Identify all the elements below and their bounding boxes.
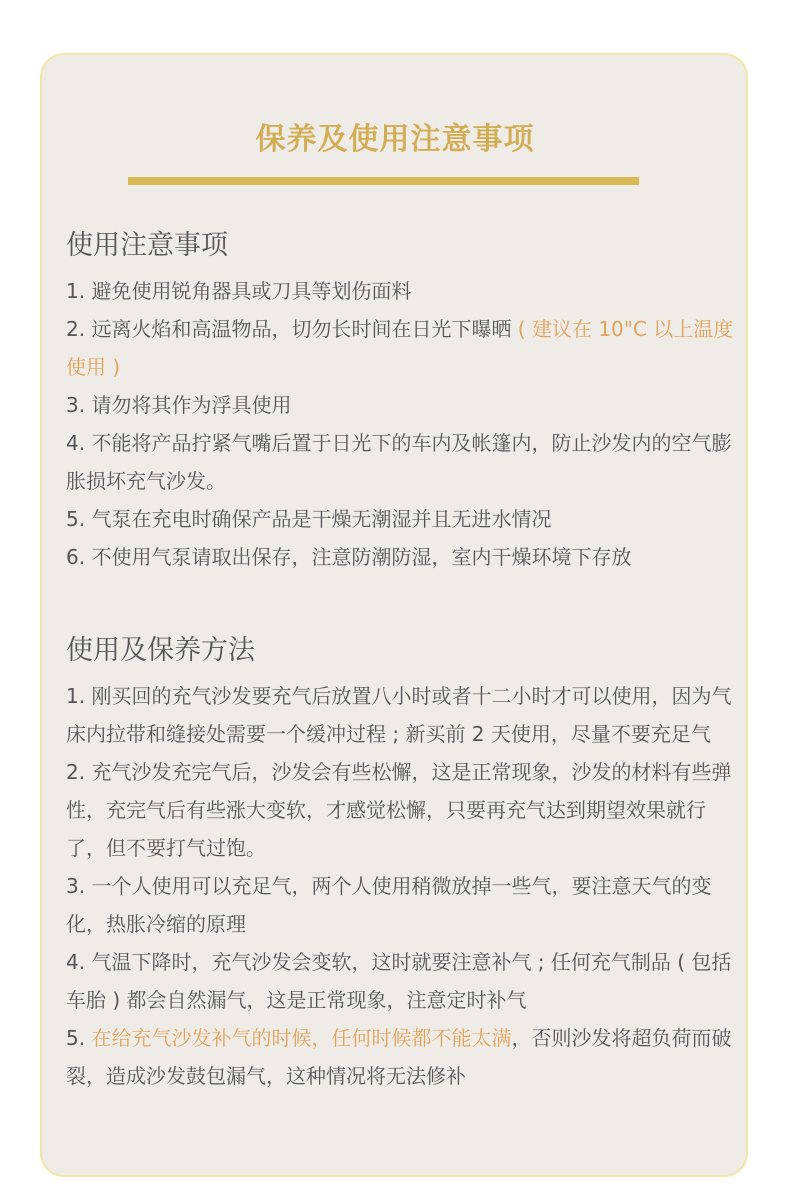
section-heading: 使用及保养方法: [66, 635, 255, 666]
list-item: [66, 677, 736, 753]
item-tail: ，否则沙发将超负荷而破裂，造成沙发鼓包漏气，这种情况将无法修补: [66, 1026, 732, 1088]
item-text: 1. 避免使用锐角器具或刀具等划伤面料: [66, 279, 412, 303]
item-text: 2. 充气沙发充完气后，沙发会有些松懈，这是正常现象，沙发的材料有些弹性，充完气后有些涨大变软，才感觉松懈，只要再充气达到期望效果就行了，但不要打气过饱。: [66, 760, 732, 860]
item-text: 1. 刚买回的充气沙发要充气后放置八小时或者十二小时才可以使用，因为气床内拉带和缝接处需要一个缓冲过程 ; 新买前 2 天使用，尽量不要充足气: [66, 684, 732, 746]
item-highlight: 在给充气沙发补气的时候，任何时候都不能太满: [91, 1026, 512, 1050]
content-area: [66, 226, 736, 1095]
section-usage-maintenance: [66, 631, 736, 1095]
item-text: 4. 不能将产品拧紧气嘴后置于日光下的车内及帐篷内，防止沙发内的空气膨胀损坏充气沙发。: [66, 431, 732, 493]
list-item: [66, 272, 736, 310]
list-item: [66, 943, 736, 1019]
item-text: 3. 一个人使用可以充足气，两个人使用稍微放掉一些气，要注意天气的变化，热胀冷缩的原理: [66, 874, 712, 936]
page-title: 保养及使用注意事项: [255, 122, 535, 157]
list-item: [66, 1019, 736, 1095]
item-text: 4. 气温下降时，充气沙发会变软，这时就要注意补气 ; 任何充气制品 ( 包括车胎 ) 都会自然漏气，这是正常现象，注意定时补气: [66, 950, 732, 1012]
item-text: 5. 气泵在充电时确保产品是干燥无潮湿并且无进水情况: [66, 507, 552, 531]
list-item: [66, 386, 736, 424]
item-text: 6. 不使用气泵请取出保存，注意防潮防湿，室内干燥环境下存放: [66, 545, 632, 569]
list-item: [66, 867, 736, 943]
item-text: 3. 请勿将其作为浮具使用: [66, 393, 292, 417]
item-text: 5.: [66, 1026, 92, 1050]
list-item: [66, 538, 736, 576]
item-text: 2. 远离火焰和高温物品，切勿长时间在日光下曝晒: [66, 317, 518, 341]
section-usage-notes: [66, 226, 736, 576]
item-highlight: ( 建议在 10"C 以上温度使用 ): [66, 317, 734, 379]
title-underline: [128, 177, 639, 185]
list-item: [66, 310, 736, 386]
list-item: [66, 500, 736, 538]
list-item: [66, 424, 736, 500]
section-heading: 使用注意事项: [66, 230, 228, 261]
list-item: [66, 753, 736, 867]
